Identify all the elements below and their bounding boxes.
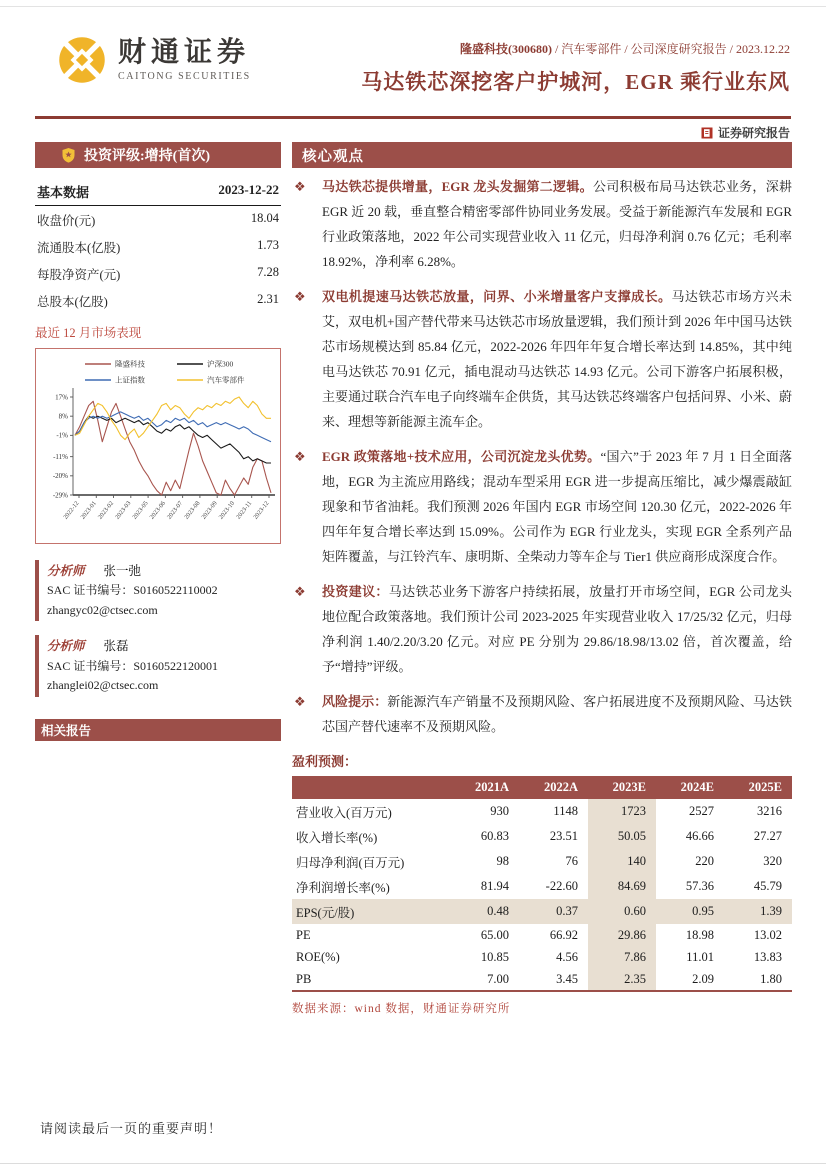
basic-data-value: 7.28 <box>257 264 279 279</box>
bullet-item <box>292 174 792 274</box>
table-cell: 13.02 <box>753 927 782 942</box>
rating-label: 投资评级:增持(首次) <box>84 149 210 164</box>
table-cell: 0.60 <box>588 899 656 924</box>
svg-text:上证指数: 上证指数 <box>115 375 145 385</box>
table-column-header: 2022A <box>519 776 588 799</box>
logo-name-cn: 财通证券 <box>118 37 251 69</box>
table-cell: 1.80 <box>760 971 782 986</box>
bullet-body: 公司积极布局马达铁芯业务，深耕 EGR 近 20 载，垂直整合精密零部件协同业务发展。受益于新能源汽车发展和 EGR 行业政策落地，2022 年公司实现营业收入 11 亿元，归母净利润 0.76 亿元；毛利率 18.92%，净利率 6.28%。 <box>322 179 792 269</box>
main-content <box>292 142 792 1016</box>
svg-text:-29%: -29% <box>52 491 68 500</box>
table-cell: 11.01 <box>686 949 714 964</box>
svg-text:2023-11: 2023-11 <box>235 499 254 521</box>
shield-icon <box>61 148 76 163</box>
related-reports-banner: 相关报告 <box>35 719 281 741</box>
analyst-name: 张磊 <box>103 639 129 654</box>
table-row <box>292 849 792 874</box>
analyst-sac: SAC 证书编号：S0160522120001 <box>47 658 219 673</box>
table-row <box>292 824 792 849</box>
basic-data-label: 总股本(亿股) <box>37 294 108 309</box>
bullet-body: 新能源汽车产销量不及预期风险、客户拓展进度不及预期风险、马达铁芯国产替代速率不及预期风险。 <box>322 694 792 734</box>
table-cell: 45.79 <box>753 879 782 893</box>
stock-name: 隆盛科技(300680) <box>459 42 552 56</box>
caitong-logo-icon <box>56 34 108 86</box>
table-cell: -22.60 <box>545 879 578 893</box>
table-cell: 60.83 <box>480 829 509 843</box>
diamond-bullet-icon: ❖ <box>294 584 306 599</box>
diamond-bullet-icon: ❖ <box>294 289 306 304</box>
analyst-block <box>35 560 281 621</box>
basic-data-date: 2023-12-22 <box>218 182 279 197</box>
table-cell: 23.51 <box>549 829 578 843</box>
table-cell: 18.98 <box>685 927 714 942</box>
table-cell: 13.83 <box>753 949 782 964</box>
sidebar <box>35 142 281 741</box>
basic-data-value: 18.04 <box>250 210 279 225</box>
report-type-label: 证券研究报告 <box>717 126 790 140</box>
table-cell: 2527 <box>688 804 714 818</box>
bullet-body: “国六”于 2023 年 7 月 1 日全面落地，EGR 为主流应用路线；混动车型采用 EGR 进一步提高压缩比，减少爆震敲缸现象和节省油耗。我们预测 2026 年国内 EGR 市场空间 120.30 亿元，2022-2026 年四年年复合增长率达到 15.09%。公司作为 EGR 行业龙头，实现 EGR 全系列产品矩阵覆盖，与江铃汽车、康明斯、全柴动力等车企与 Tier1 供应商形成深度合作。 <box>322 449 792 564</box>
bullet-item <box>292 284 792 434</box>
table-cell: 7.00 <box>487 971 509 986</box>
market-performance-chart-box <box>35 348 281 544</box>
svg-text:2023-08: 2023-08 <box>183 499 202 521</box>
report-title: 马达铁芯深挖客户护城河，EGR 乘行业东风 <box>361 70 790 94</box>
table-row <box>292 799 792 824</box>
rating-banner <box>35 142 281 168</box>
footer-disclaimer: 请阅读最后一页的重要声明！ <box>40 1121 223 1136</box>
analyst-name: 张一弛 <box>103 564 142 578</box>
svg-text:隆盛科技: 隆盛科技 <box>115 359 145 369</box>
basic-data-title: 基本数据 <box>37 185 90 200</box>
bullet-lead: 双电机提速马达铁芯放量，问界、小米增量客户支撑成长。 <box>322 289 672 304</box>
bullet-body: 马达铁芯业务下游客户持续拓展，放量打开市场空间，EGR 公司龙头地位配合政策落地。我们预计公司 2023-2025 年实现营业收入 17/25/32 亿元，归母净利润 1.40/2.20/3.20 亿元。对应 PE 分别为 29.86/18.98/13.02 倍，首次覆盖，给予“增持”评级。 <box>322 584 792 674</box>
table-cell: 0.37 <box>519 899 588 924</box>
report-type-tag <box>701 124 790 141</box>
table-row-label: EPS(元/股) <box>292 899 450 924</box>
svg-text:-20%: -20% <box>52 472 68 481</box>
table-cell: 29.86 <box>588 924 656 946</box>
table-cell: 50.05 <box>588 824 656 849</box>
table-header-row <box>292 776 792 799</box>
table-cell: 66.92 <box>549 927 578 942</box>
table-cell: 98 <box>496 854 509 868</box>
table-row <box>292 968 792 991</box>
table-cell: 3.45 <box>556 971 578 986</box>
page-bottom-divider <box>0 1163 826 1164</box>
table-row-label: PE <box>296 927 311 942</box>
bullet-item <box>292 444 792 569</box>
table-cell: 0.95 <box>656 899 724 924</box>
logo-name-en: CAITONG SECURITIES <box>118 70 251 82</box>
table-cell: 2.09 <box>692 971 714 986</box>
analyst-email: zhanglei02@ctsec.com <box>47 678 159 693</box>
svg-text:2023-12: 2023-12 <box>252 499 271 521</box>
market-performance-title: 最近 12 月市场表现 <box>35 326 142 340</box>
diamond-bullet-icon: ❖ <box>294 449 306 464</box>
bullet-lead: EGR 政策落地+技术应用，公司沉淀龙头优势。 <box>322 449 601 464</box>
table-cell: 57.36 <box>685 879 714 893</box>
basic-data-row <box>35 260 281 287</box>
data-source-note: 数据来源：wind 数据，财通证券研究所 <box>292 1003 511 1015</box>
table-row-label: 营业收入(百万元) <box>296 805 392 820</box>
svg-text:2023-01: 2023-01 <box>79 499 98 521</box>
basic-data-value: 2.31 <box>257 291 279 306</box>
table-row-label: 收入增长率(%) <box>296 830 378 845</box>
table-cell: 65.00 <box>480 927 509 942</box>
table-cell: 76 <box>565 854 578 868</box>
analyst-role: 分析师 <box>47 564 85 578</box>
svg-text:17%: 17% <box>55 393 68 402</box>
table-cell: 930 <box>490 804 509 818</box>
table-cell: 1148 <box>553 804 578 818</box>
table-cell: 3216 <box>757 804 782 818</box>
svg-text:-1%: -1% <box>56 431 68 440</box>
caitong-logo <box>56 34 251 86</box>
table-cell: 46.66 <box>685 829 714 843</box>
analyst-role: 分析师 <box>47 639 85 654</box>
table-row <box>292 946 792 968</box>
basic-data-block <box>35 178 281 314</box>
forecast-title: 盈利预测： <box>292 754 358 769</box>
table-row-label: PB <box>296 971 312 986</box>
svg-text:2023-03: 2023-03 <box>113 499 133 521</box>
svg-text:沪深300: 沪深300 <box>207 359 234 369</box>
table-column-header: 2025E <box>724 776 792 799</box>
svg-text:2023-07: 2023-07 <box>165 499 185 521</box>
bullet-lead: 马达铁芯提供增量，EGR 龙头发掘第二逻辑。 <box>322 179 593 194</box>
table-row <box>292 924 792 946</box>
core-views-list <box>292 174 792 739</box>
document-icon <box>701 127 713 139</box>
basic-data-row <box>35 233 281 260</box>
table-cell: 220 <box>695 854 714 868</box>
svg-text:2023-05: 2023-05 <box>131 499 150 521</box>
page-top-divider <box>0 6 826 7</box>
basic-data-value: 1.73 <box>257 237 279 252</box>
table-cell: 2.35 <box>588 968 656 991</box>
table-row <box>292 874 792 899</box>
bullet-item <box>292 689 792 739</box>
table-cell: 10.85 <box>480 949 509 964</box>
diamond-bullet-icon: ❖ <box>294 694 306 709</box>
header-divider <box>35 116 791 119</box>
table-column-header: 2021A <box>450 776 519 799</box>
market-performance-chart <box>37 350 279 542</box>
bullet-item <box>292 579 792 679</box>
table-cell: 27.27 <box>753 829 782 843</box>
table-row <box>292 899 792 924</box>
table-cell: 140 <box>588 849 656 874</box>
table-cell: 81.94 <box>480 879 509 893</box>
table-row-label: ROE(%) <box>296 949 340 964</box>
table-row-label: 净利润增长率(%) <box>296 880 390 895</box>
analyst-sac: SAC 证书编号：S0160522110002 <box>47 583 218 598</box>
table-column-header: 2024E <box>656 776 724 799</box>
bullet-lead: 投资建议： <box>322 584 389 599</box>
svg-text:2023-02: 2023-02 <box>96 499 116 521</box>
table-row-label: 归母净利润(百万元) <box>296 855 405 870</box>
svg-text:汽车零部件: 汽车零部件 <box>207 375 245 385</box>
table-cell: 4.56 <box>556 949 578 964</box>
bullet-body: 马达铁芯市场方兴未艾，双电机+国产替代带来马达铁芯市场放量逻辑，我们预计到 2026 年中国马达铁芯市场规模达到 85.84 亿元，2022-2026 年四年年复合增长率达到 14.85%，其中纯电马达铁芯 70.91 亿元，插电混动马达铁芯 14.93 亿元。公司下游客户拓展积极，主要通过联合汽车电子向终端车企供货，其马达铁芯终端客户包括问界、小米、蔚来、理想等新能源主流车企。 <box>322 289 792 429</box>
diamond-bullet-icon: ❖ <box>294 179 306 194</box>
basic-data-label: 流通股本(亿股) <box>37 240 121 255</box>
table-column-header: 2023E <box>588 776 656 799</box>
svg-text:2023-06: 2023-06 <box>148 499 167 521</box>
basic-data-row <box>35 206 281 233</box>
report-meta <box>460 40 790 57</box>
table-cell: 1.39 <box>724 899 792 924</box>
basic-data-label: 每股净资产(元) <box>37 267 121 282</box>
table-cell: 84.69 <box>588 874 656 899</box>
forecast-table <box>292 776 792 992</box>
table-column-header <box>292 776 450 799</box>
basic-data-label: 收盘价(元) <box>37 213 96 228</box>
svg-text:2023-09: 2023-09 <box>200 499 219 521</box>
analyst-email: zhangyc02@ctsec.com <box>47 602 158 617</box>
svg-text:2022-12: 2022-12 <box>62 499 81 521</box>
svg-text:-11%: -11% <box>53 453 68 462</box>
report-meta-rest: / 汽车零部件 / 公司深度研究报告 / 2023.12.22 <box>551 42 790 56</box>
table-cell: 1723 <box>588 799 656 824</box>
table-cell: 7.86 <box>588 946 656 968</box>
svg-text:8%: 8% <box>58 412 68 421</box>
analyst-block <box>35 635 281 696</box>
core-views-banner: 核心观点 <box>292 142 792 168</box>
svg-text:2023-10: 2023-10 <box>217 499 237 521</box>
table-cell: 320 <box>763 854 782 868</box>
table-cell: 0.48 <box>450 899 519 924</box>
bullet-lead: 风险提示： <box>322 694 388 709</box>
basic-data-row <box>35 287 281 314</box>
